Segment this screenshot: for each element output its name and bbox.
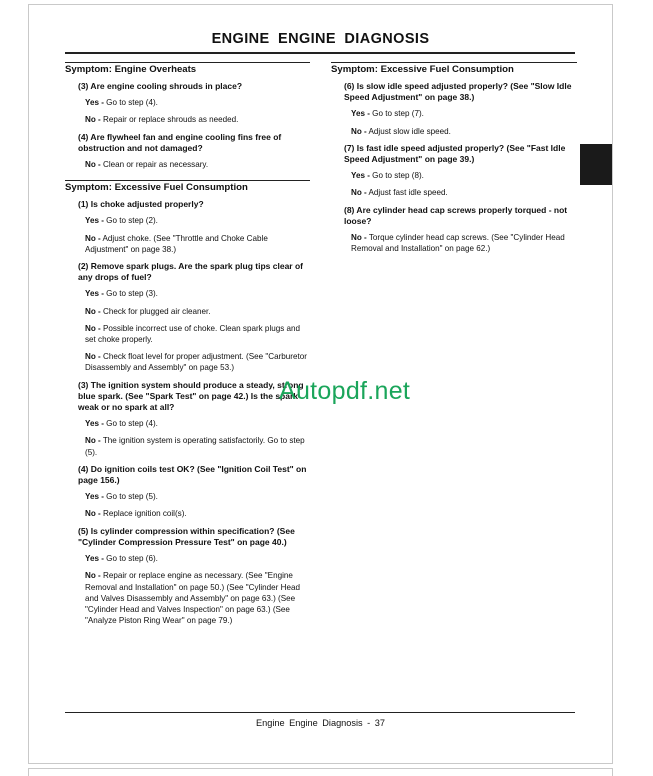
answer-text: Go to step (6).	[103, 554, 158, 564]
step-question: (4) Do ignition coils test OK? (See "Ignition Coil Test" on page 156.)	[78, 463, 307, 486]
diagnosis-step	[78, 380, 310, 458]
answer-keyword: No -	[85, 509, 101, 519]
left-column	[65, 62, 310, 636]
diagnosis-step	[78, 261, 310, 374]
diagnosis-step	[78, 464, 310, 520]
step-answer	[85, 435, 310, 457]
step-answer	[85, 491, 310, 502]
step-question: (5) Is cylinder compression within specification? (See "Cylinder Compression Pressure Test" on page 40.)	[78, 525, 295, 547]
answer-text: Adjust choke. (See "Throttle and Choke Cable Adjustment" on page 38.)	[85, 233, 268, 254]
symptom-heading: Symptom: Engine Overheats	[65, 62, 310, 75]
diagnosis-step	[78, 81, 310, 126]
answer-keyword: Yes -	[85, 98, 104, 108]
step-answer	[85, 97, 310, 108]
answer-text: Check float level for proper adjustment. (See "Carburetor Disassembly and Assembly" on page 53.)	[85, 352, 307, 373]
diagnosis-step	[344, 205, 577, 255]
answer-text: Go to step (5).	[103, 492, 158, 502]
answer-text: Clean or repair as necessary.	[100, 160, 209, 170]
right-column	[331, 62, 577, 264]
section-tab-marker	[580, 144, 612, 185]
symptom-section	[65, 180, 310, 626]
page-footer: Engine Engine Diagnosis - 37	[255, 718, 386, 728]
answer-keyword: Yes -	[85, 289, 104, 299]
answer-text: Go to step (4).	[103, 419, 158, 429]
diagnosis-step	[78, 526, 310, 627]
answer-keyword: No -	[351, 126, 367, 136]
diagnosis-step	[78, 132, 310, 171]
answer-text: The ignition system is operating satisfactorily. Go to step (5).	[85, 436, 305, 457]
footer-rule	[65, 712, 575, 713]
step-answer	[85, 570, 310, 626]
answer-text: Replace ignition coil(s).	[100, 509, 187, 519]
answer-keyword: Yes -	[351, 171, 370, 181]
step-answer	[85, 288, 310, 299]
answer-keyword: No -	[85, 352, 101, 362]
step-answer	[85, 159, 310, 170]
answer-keyword: No -	[351, 233, 367, 243]
answer-text: Possible incorrect use of choke. Clean spark plugs and set choke properly.	[85, 323, 301, 345]
answer-keyword: No -	[85, 323, 101, 333]
answer-keyword: No -	[85, 571, 101, 581]
step-answer	[85, 323, 310, 345]
step-answer	[351, 108, 577, 119]
step-answer	[351, 170, 577, 181]
answer-keyword: No -	[85, 306, 101, 316]
answer-text: Repair or replace engine as necessary. (See "Engine Removal and Installation" on page 50.) (See "Cylinder Head and Valves Disassembly and Assembly" on page 63.) (See "Cylinder Head and Valves Inspection" on page 63.) (See "Analyze Piston Ring Wear" on page 79.)	[85, 571, 300, 626]
step-question: (2) Remove spark plugs. Are the spark plug tips clear of any drops of fuel?	[78, 261, 303, 283]
step-answer	[85, 306, 310, 317]
diagnosis-step	[78, 199, 310, 255]
step-answer	[85, 508, 310, 519]
title-rule	[65, 52, 575, 54]
step-question: (7) Is fast idle speed adjusted properly? (See "Fast Idle Speed Adjustment" on page 39.)	[344, 142, 566, 165]
step-question: (1) Is choke adjusted properly?	[78, 199, 204, 210]
answer-keyword: Yes -	[85, 216, 104, 226]
step-answer	[85, 114, 310, 125]
answer-text: Go to step (7).	[369, 109, 424, 119]
answer-keyword: Yes -	[85, 554, 104, 564]
diagnosis-step	[344, 81, 577, 137]
answer-text: Go to step (4).	[103, 98, 158, 108]
answer-text: Torque cylinder head cap screws. (See "Cylinder Head Removal and Installation" on page 62.)	[351, 233, 565, 254]
answer-keyword: No -	[85, 115, 101, 125]
answer-text: Check for plugged air cleaner.	[100, 306, 211, 316]
step-question: (6) Is slow idle speed adjusted properly? (See "Slow Idle Speed Adjustment" on page 38.)	[344, 81, 572, 103]
step-answer	[351, 232, 577, 254]
answer-keyword: Yes -	[85, 419, 104, 429]
answer-keyword: No -	[85, 233, 101, 243]
step-question: (8) Are cylinder head cap screws properly torqued - not loose?	[344, 204, 568, 226]
answer-text: Repair or replace shrouds as needed.	[100, 115, 239, 125]
answer-keyword: Yes -	[85, 492, 104, 502]
symptom-section	[65, 62, 310, 170]
answer-text: Adjust fast idle speed.	[366, 188, 448, 198]
page-title: ENGINE ENGINE DIAGNOSIS	[211, 31, 430, 47]
symptom-heading: Symptom: Excessive Fuel Consumption	[331, 62, 577, 75]
manual-page	[28, 4, 613, 764]
step-answer	[85, 418, 310, 429]
diagnosis-step	[344, 143, 577, 199]
answer-keyword: Yes -	[351, 109, 370, 119]
step-answer	[351, 187, 577, 198]
answer-keyword: No -	[85, 160, 101, 170]
symptom-section	[331, 62, 577, 254]
step-answer	[85, 553, 310, 564]
answer-keyword: No -	[351, 188, 367, 198]
symptom-heading: Symptom: Excessive Fuel Consumption	[65, 180, 310, 193]
step-answer	[85, 215, 310, 226]
answer-keyword: No -	[85, 436, 101, 446]
step-answer	[85, 351, 310, 373]
answer-text: Go to step (8).	[369, 171, 424, 181]
watermark: Autopdf.net	[279, 377, 411, 405]
answer-text: Go to step (3).	[103, 289, 158, 299]
step-question: (3) The ignition system should produce a steady, strong blue spark. (See "Spark Test" on page 42.) Is the spark weak or no spark at all?	[78, 379, 304, 413]
step-question: (3) Are engine cooling shrouds in place?	[78, 81, 243, 91]
step-answer	[351, 126, 577, 137]
answer-text: Adjust slow idle speed.	[366, 126, 451, 136]
step-question: (4) Are flywheel fan and engine cooling fins free of obstruction and not damaged?	[78, 131, 282, 153]
step-answer	[85, 233, 310, 255]
answer-text: Go to step (2).	[103, 216, 158, 226]
